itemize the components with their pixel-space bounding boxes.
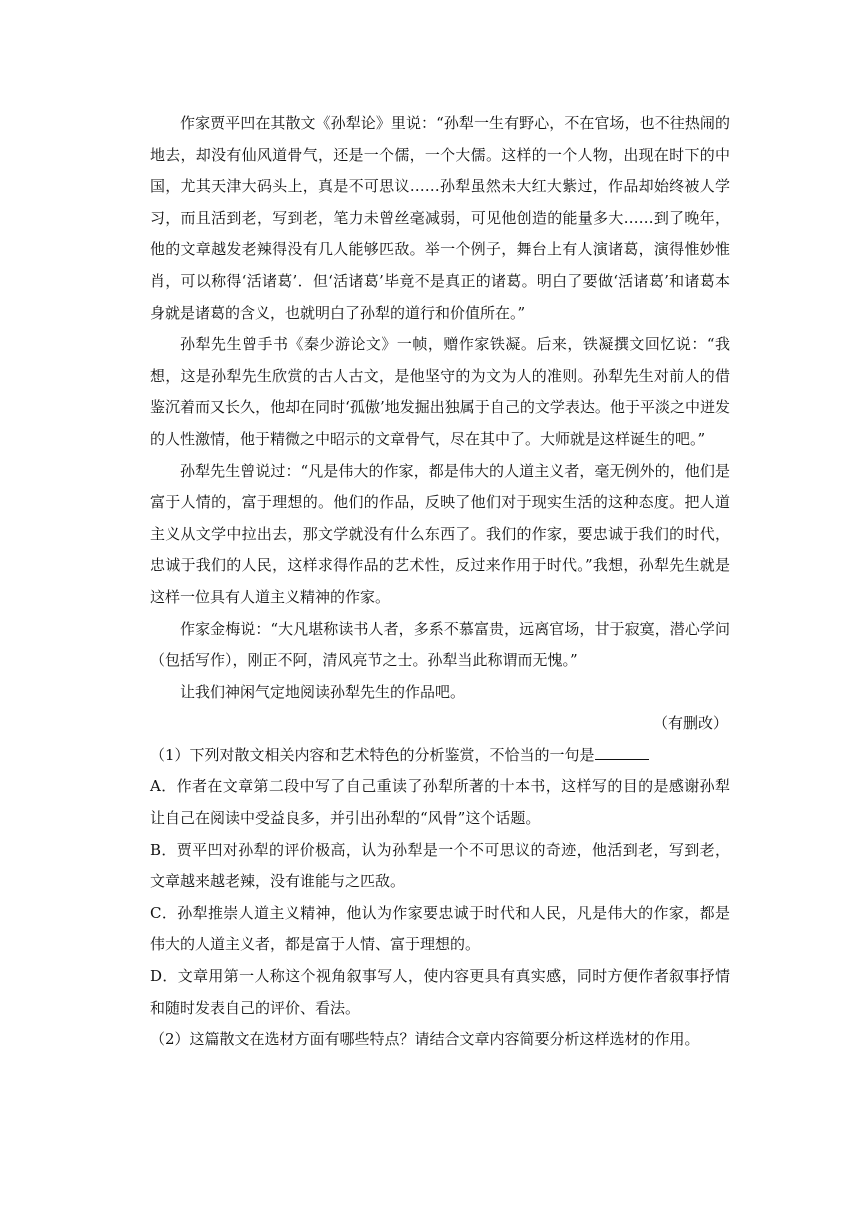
question-1-text: （1）下列对散文相关内容和艺术特色的分析鉴赏，不恰当的一句是 <box>150 745 595 764</box>
passage-paragraph: 作家金梅说：“大凡堪称读书人者，多系不慕富贵，远离官场，甘于寂寞，潜心学问（包括写作），刚正不阿，清风亮节之士。孙犁当此称谓而无愧。” <box>150 619 730 670</box>
option-d: D．文章用第一人称这个视角叙事写人，使内容更具有真实感，同时方便作者叙事抒情和随时发表自己的评价、看法。 <box>150 967 730 1017</box>
passage-paragraph: 作家贾平凹在其散文《孙犁论》里说：“孙犁一生有野心，不在官场，也不往热闹的地去，却没有仙风道骨气，还是一个儒，一个大儒。这样的一个人物，出现在时下的中国，尤其天津大码头上，真是不可思议……孙犁虽然未大红大紫过，作品却始终被人学习，而且活到老，写到老，笔力未曾丝毫减弱，可见他创造的能量多大……到了晚年，他的文章越发老辣得没有几人能够匹敌。举一个例子，舞台上有人演诸葛，演得惟妙惟肖，可以称得‘活诸葛’．但‘活诸葛’毕竟不是真正的诸葛。明白了要做‘活诸葛’和诸葛本身就是诸葛的含义，也就明白了孙犁的道行和价值所在。” <box>150 114 730 322</box>
question-2-stem: （2）这篇散文在选材方面有哪些特点？请结合文章内容简要分析这样选材的作用。 <box>150 1030 700 1049</box>
document-body <box>150 108 730 1056</box>
question-1-stem <box>150 740 730 772</box>
passage-paragraph: 孙犁先生曾说过：“凡是伟大的作家，都是伟大的人道主义者，毫无例外的，他们是富于人情的，富于理想的。他们的作品，反映了他们对于现实生活的这种态度。把人道主义从文学中拉出去，那文学就没有什么东西了。我们的作家，要忠诚于我们的时代，忠诚于我们的人民，这样求得作品的艺术性，反过来作用于时代。”我想，孙犁先生就是这样一位具有人道主义精神的作家。 <box>150 461 730 606</box>
passage-paragraph: 让我们神闲气定地阅读孙犁先生的作品吧。 <box>180 682 466 701</box>
option-a: A．作者在文章第二段中写了自己重读了孙犁所著的十本书，这样写的目的是感谢孙犁让自己在阅读中受益良多，并引出孙犁的“风骨”这个话题。 <box>150 777 730 828</box>
answer-blank[interactable] <box>595 744 649 760</box>
option-c: C．孙犁推崇人道主义精神，他认为作家要忠诚于时代和人民，凡是伟大的作家，都是伟大的人道主义者，都是富于人情、富于理想的。 <box>150 903 730 954</box>
option-b: B．贾平凹对孙犁的评价极高，认为孙犁是一个不可思议的奇迹，他活到老，写到老，文章越来越老辣，没有谁能与之匹敌。 <box>150 840 730 891</box>
passage-paragraph: 孙犁先生曾手书《秦少游论文》一帧，赠作家铁凝。后来，铁凝撰文回忆说：“我想，这是孙犁先生欣赏的古人古文，是他坚守的为文为人的准则。孙犁先生对前人的借鉴沉着而又长久，他却在同时‘孤傲’地发掘出独属于自己的文学表达。他于平淡之中迸发的人性激情，他于精微之中昭示的文章骨气，尽在其中了。大师就是这样诞生的吧。” <box>150 335 730 448</box>
revision-note: （有删改） <box>652 714 728 733</box>
